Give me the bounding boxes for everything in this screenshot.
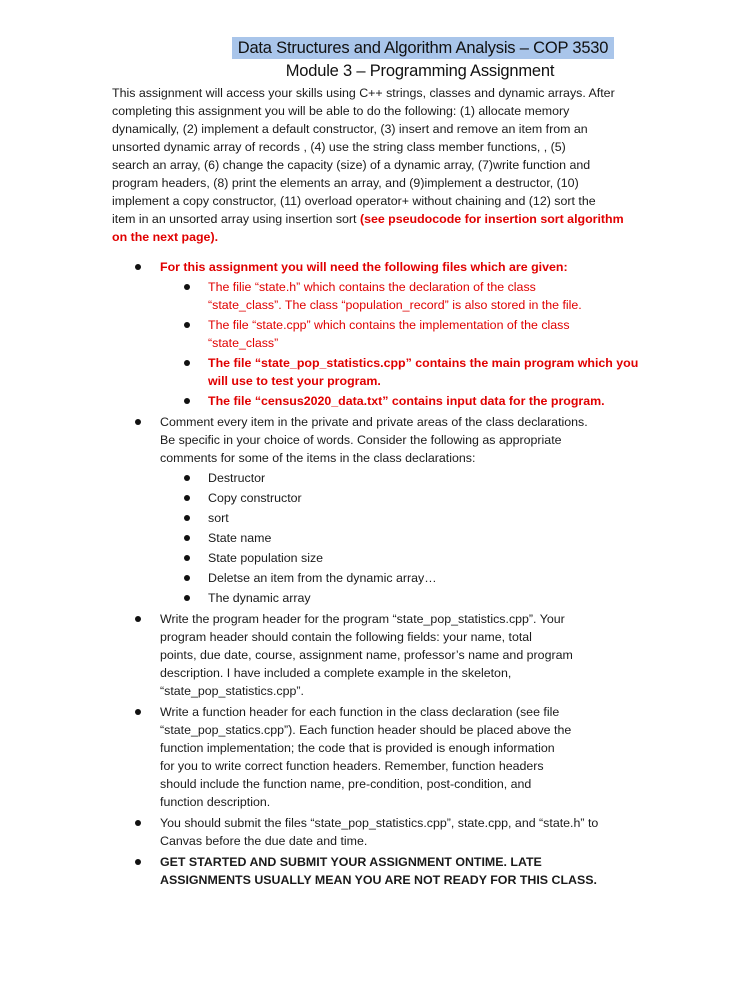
comment-item: Deletse an item from the dynamic array… — [208, 571, 437, 585]
list-item-function-header — [112, 703, 672, 811]
intro-line-last — [112, 210, 678, 228]
bullet-icon — [184, 398, 190, 404]
bullet-icon — [184, 515, 190, 521]
comment-item: Copy constructor — [208, 491, 302, 505]
bullet-icon — [135, 264, 141, 270]
bullet-icon — [135, 859, 141, 865]
files-sublist — [160, 278, 672, 410]
bullet-icon — [184, 284, 190, 290]
list-item-files — [112, 258, 672, 410]
comment-item: sort — [208, 511, 229, 525]
comment-line: Be specific in your choice of words. Consider the following as appropriate — [160, 433, 562, 447]
bullet-icon — [184, 322, 190, 328]
file-line: The file “state_pop_statistics.cpp” contains the main program which you — [208, 356, 639, 370]
comment-item: State population size — [208, 551, 324, 565]
intro-line: unsorted dynamic array of records , (4) use the string class member functions, , (5) — [112, 140, 566, 154]
files-heading: For this assignment you will need the following files which are given: — [160, 260, 568, 274]
program-header-line: points, due date, course, assignment name, professor’s name and program — [160, 648, 573, 662]
file-line: “state_class” — [208, 336, 279, 350]
comment-item: State name — [208, 531, 272, 545]
comment-line: comments for some of the items in the class declarations: — [160, 451, 476, 465]
list-item-comment — [112, 413, 672, 607]
warning-line: GET STARTED AND SUBMIT YOUR ASSIGNMENT ONTIME. LATE — [160, 855, 542, 869]
document-title: Data Structures and Algorithm Analysis – COP 3530 — [232, 37, 615, 59]
file-line: The file “census2020_data.txt” contains input data for the program. — [208, 394, 605, 408]
list-item — [160, 529, 672, 547]
function-header-line: “state_pop_statics.cpp”). Each function header should be placed above the — [160, 723, 572, 737]
list-item — [160, 469, 672, 487]
file-line: “state_class”. The class “population_record” is also stored in the file. — [208, 298, 582, 312]
bullet-icon — [184, 575, 190, 581]
bullet-icon — [184, 535, 190, 541]
warning-line: ASSIGNMENTS USUALLY MEAN YOU ARE NOT READY FOR THIS CLASS. — [160, 873, 597, 887]
intro-paragraph — [112, 84, 678, 246]
intro-line: dynamically, (2) implement a default constructor, (3) insert and remove an item from an — [112, 122, 588, 136]
intro-line: This assignment will access your skills using C++ strings, classes and dynamic arrays. After — [112, 86, 615, 100]
document-subtitle: Module 3 – Programming Assignment — [285, 62, 555, 80]
function-header-line: for you to write correct function headers. Remember, function headers — [160, 759, 544, 773]
file-line: The filie “state.h” which contains the declaration of the class — [208, 280, 536, 294]
function-header-line: should include the function name, pre-condition, post-condition, and — [160, 777, 532, 791]
list-item-program-header — [112, 610, 672, 700]
comment-item: The dynamic array — [208, 591, 311, 605]
bullet-icon — [135, 820, 141, 826]
intro-red-note: (see pseudocode for insertion sort algorithm — [359, 212, 624, 226]
submit-line: You should submit the files “state_pop_statistics.cpp”, state.cpp, and “state.h” to — [160, 816, 599, 830]
intro-red-note-cont: on the next page). — [112, 230, 219, 244]
list-item — [160, 278, 672, 314]
intro-plain: item in an unsorted array using insertion sort — [112, 212, 360, 226]
function-header-line: function description. — [160, 795, 271, 809]
bullet-icon — [184, 475, 190, 481]
bullet-icon — [184, 495, 190, 501]
intro-line: completing this assignment you will be able to do the following: (1) allocate memory — [112, 104, 570, 118]
program-header-line: Write the program header for the program “state_pop_statistics.cpp”. Your — [160, 612, 565, 626]
intro-line: search an array, (6) change the capacity (size) of a dynamic array, (7)write function and — [112, 158, 591, 172]
list-item — [160, 392, 672, 410]
list-item — [160, 509, 672, 527]
bullet-icon — [135, 709, 141, 715]
list-item — [160, 354, 672, 390]
list-item — [160, 489, 672, 507]
program-header-line: program header should contain the following fields: your name, total — [160, 630, 532, 644]
bullet-icon — [184, 360, 190, 366]
intro-line: implement a copy constructor, (11) overload operator+ without chaining and (12) sort the — [112, 194, 596, 208]
intro-line: program headers, (8) print the elements an array, and (9)implement a destructor, (10) — [112, 176, 579, 190]
list-item — [160, 589, 672, 607]
comment-line: Comment every item in the private and private areas of the class declarations. — [160, 415, 588, 429]
bullet-icon — [135, 616, 141, 622]
list-item-warning — [112, 853, 672, 889]
function-header-line: function implementation; the code that is provided is enough information — [160, 741, 555, 755]
submit-line: Canvas before the due date and time. — [160, 834, 368, 848]
program-header-line: “state_pop_statistics.cpp”. — [160, 684, 304, 698]
list-item-submit — [112, 814, 672, 850]
main-bullet-list — [112, 258, 672, 892]
bullet-icon — [184, 555, 190, 561]
program-header-line: description. I have included a complete example in the skeleton, — [160, 666, 512, 680]
comment-sublist — [160, 469, 672, 607]
list-item — [160, 549, 672, 567]
file-line: The file “state.cpp” which contains the implementation of the class — [208, 318, 570, 332]
list-item — [160, 569, 672, 587]
function-header-line: Write a function header for each function in the class declaration (see file — [160, 705, 560, 719]
list-item — [160, 316, 672, 352]
comment-item: Destructor — [208, 471, 266, 485]
bullet-icon — [135, 419, 141, 425]
bullet-icon — [184, 595, 190, 601]
file-line: will use to test your program. — [208, 374, 381, 388]
title-row — [0, 37, 744, 59]
